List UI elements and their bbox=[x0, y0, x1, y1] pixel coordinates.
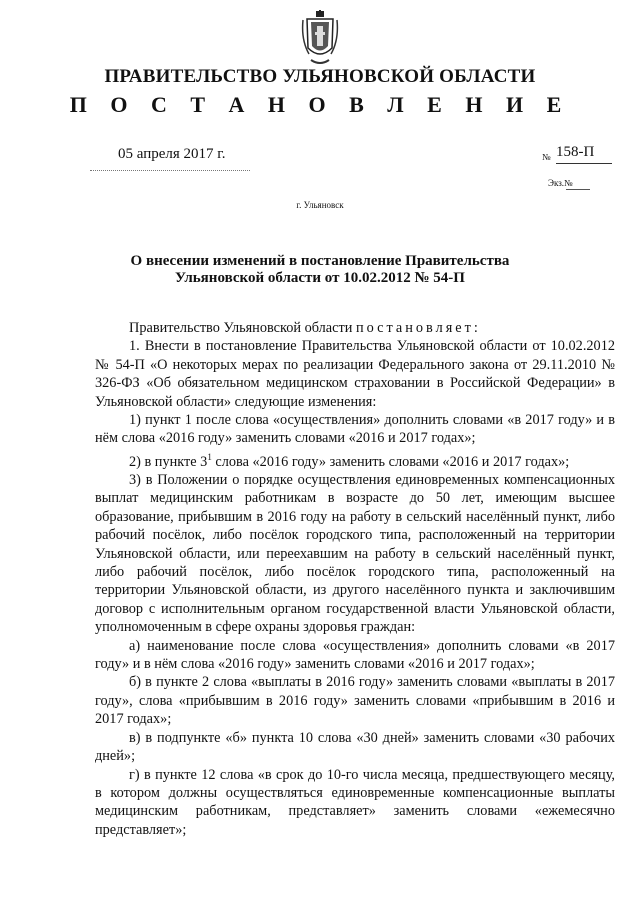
government-title: ПРАВИТЕЛЬСТВО УЛЬЯНОВСКОЙ ОБЛАСТИ bbox=[104, 66, 536, 87]
paragraph-5: а) наименование после слова «осуществления» дополнить словами «в 2017 году» и в нём слова «2016 году» заменить словами «2016 и 2017 годах»; bbox=[95, 637, 615, 673]
city: г. Ульяновск bbox=[296, 200, 344, 210]
intro-colon: : bbox=[473, 320, 478, 336]
paragraph-7: в) в подпункте «б» пункта 10 слова «30 дней» заменить словами «30 рабочих дней»; bbox=[95, 729, 615, 765]
paragraph-4: 3) в Положении о порядке осуществления единовременных компенсационных выплат медицинским работникам в возрасте до 50 лет, имеющим высшее образование, прибывшим в 2016 году на работу в сельский населённый пункт, либо рабочий посёлок, либо посёлок городского типа, расположенный на территории Ульяновской области, или переехавшим на работу в сельский населённый пункт, либо рабочий посёлок, либо посёлок городского типа, расположенный на территории Ульяновской области, из другого населённого пункта и заключившим договор с исполнительным органом государственной власти Ульяновской области, уполномоченным в сфере охраны здоровья граждан: bbox=[95, 472, 615, 636]
paragraph-8: г) в пункте 12 слова «в срок до 10-го числа месяца, предшествующего месяцу, в котором должны осуществляться единовременные компенсационные выплаты медицинским работникам, представляет» заменить словами «ежемесячно представляет»; bbox=[95, 766, 615, 838]
copy-number-underline bbox=[566, 189, 590, 190]
document-date: 05 апреля 2017 г. bbox=[118, 146, 226, 162]
p3-superscript: 1 bbox=[207, 451, 212, 462]
date-underline bbox=[90, 170, 250, 171]
p3-text-b: слова «2016 году» заменить словами «2016 и 2017 годах»; bbox=[211, 453, 570, 470]
document-number: 158-П bbox=[556, 144, 595, 160]
p3-text-a: 2) в пункте 3 bbox=[129, 453, 208, 470]
subject-line-2: Ульяновской области от 10.02.2012 № 54-П bbox=[175, 270, 465, 286]
intro-verb: постановляет bbox=[355, 320, 474, 336]
number-label: № bbox=[542, 152, 551, 162]
paragraph-6: б) в пункте 2 слова «выплаты в 2016 году» заменить словами «выплаты в 2017 году», слова «прибывшим в 2016 году» заменить словами «прибывшим в 2016 и 2017 годах»; bbox=[95, 674, 615, 728]
paragraph-1: 1. Внести в постановление Правительства Ульяновской области от 10.02.2012 № 54-П «О некоторых мерах по реализации Федерального закона от 29.11.2010 № 326-ФЗ «Об обязательном медицинском страховании в Российской Федерации» в Ульяновской области» следующие изменения: bbox=[95, 338, 615, 410]
document-subject bbox=[120, 253, 520, 287]
paragraph-2: 1) пункт 1 после слова «осуществления» дополнить словами «в 2017 году» и в нём слова «2016 году» заменить словами «2016 и 2017 годах»; bbox=[95, 412, 615, 447]
coat-of-arms-icon bbox=[301, 10, 339, 68]
document-body bbox=[95, 319, 615, 839]
paragraph-intro bbox=[95, 319, 615, 337]
paragraph-3 bbox=[95, 448, 615, 471]
copy-number-label: Экз.№ bbox=[548, 178, 573, 188]
subject-line-1: О внесении изменений в постановление Правительства bbox=[130, 253, 510, 269]
intro-text: Правительство Ульяновской области bbox=[129, 320, 356, 336]
number-underline bbox=[556, 163, 612, 164]
document-type: П О С Т А Н О В Л Е Н И Е bbox=[69, 92, 571, 117]
